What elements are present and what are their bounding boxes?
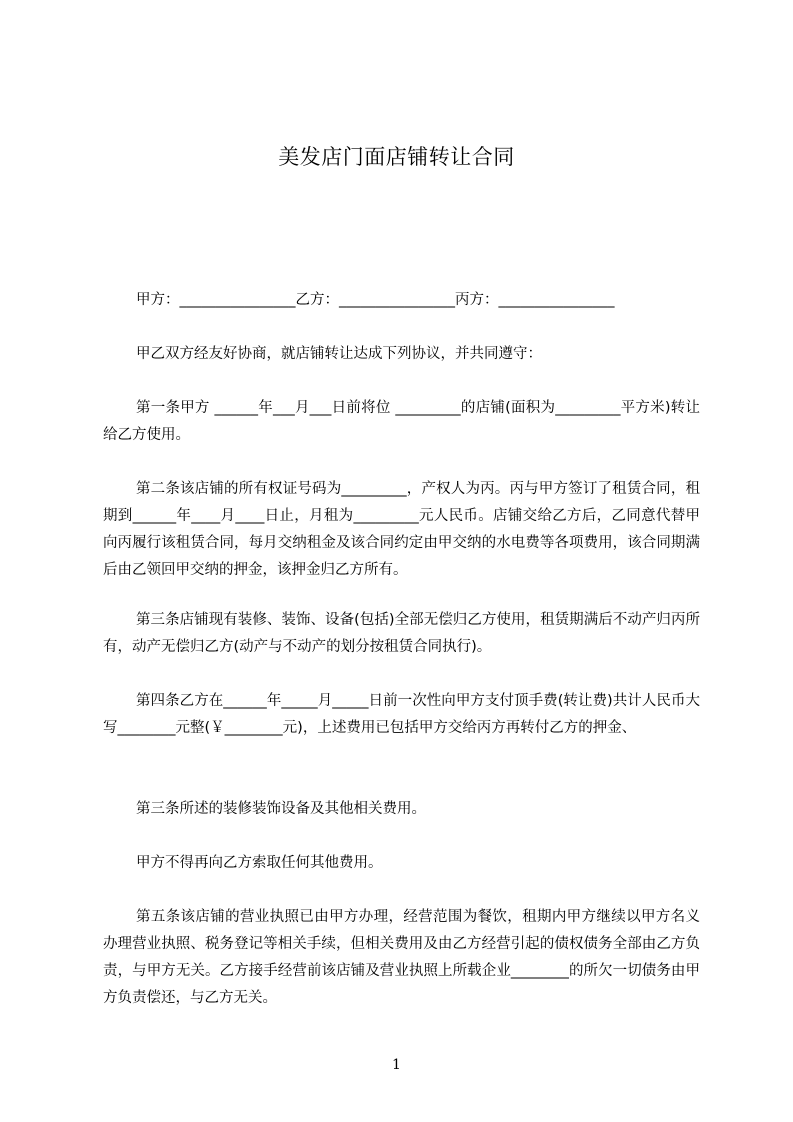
page-number: 1 — [392, 1057, 401, 1073]
intro-paragraph: 甲乙双方经友好协商，就店铺转让达成下列协议，并共同遵守： — [136, 346, 542, 362]
parties-line: 甲方：________________乙方：________________丙方：________________ — [136, 292, 615, 308]
article-1-paragraph: 第一条甲方 ______年___月___日前将位 _________的店铺(面积为_________平方米)转让给乙方使用。 — [103, 400, 700, 443]
article-4-continuation-1: 第三条所述的装修装饰设备及其他相关费用。 — [136, 801, 426, 817]
article-5-paragraph: 第五条该店铺的营业执照已由甲方办理，经营范围为餐饮，租期内甲方继续以甲方名义办理营业执照、税务登记等相关手续，但相关费用及由乙方经营引起的债权债务全部由乙方负责，与甲方无关。乙方接手经营前该店铺及营业执照上所载企业________的所欠一切债务由甲方负责偿还，与乙方无关。 — [103, 909, 700, 1006]
article-4-continuation-2: 甲方不得再向乙方索取任何其他费用。 — [136, 855, 383, 871]
article-2-paragraph: 第二条该店铺的所有权证号码为_________，产权人为丙。丙与甲方签订了租赁合同，租期到______年____月____日止，月租为_________元人民币。店铺交给乙方后，乙同意代替甲向丙履行该租赁合同，每月交纳租金及该合同约定由甲交纳的水电费等各项费用，该合同期满后由乙领回甲交纳的押金，该押金归乙方所有。 — [103, 481, 700, 578]
article-4-paragraph: 第四条乙方在______年_____月_____日前一次性向甲方支付顶手费(转让费)共计人民币大写________元整(￥________元)，上述费用已包括甲方交给丙方再转付乙方的押金、 — [103, 693, 700, 736]
article-3-paragraph: 第三条店铺现有装修、装饰、设备(包括)全部无偿归乙方使用，租赁期满后不动产归丙所有，动产无偿归乙方(动产与不动产的划分按租赁合同执行)。 — [103, 612, 700, 655]
document-title: 美发店门面店铺转让合同 — [278, 145, 515, 169]
